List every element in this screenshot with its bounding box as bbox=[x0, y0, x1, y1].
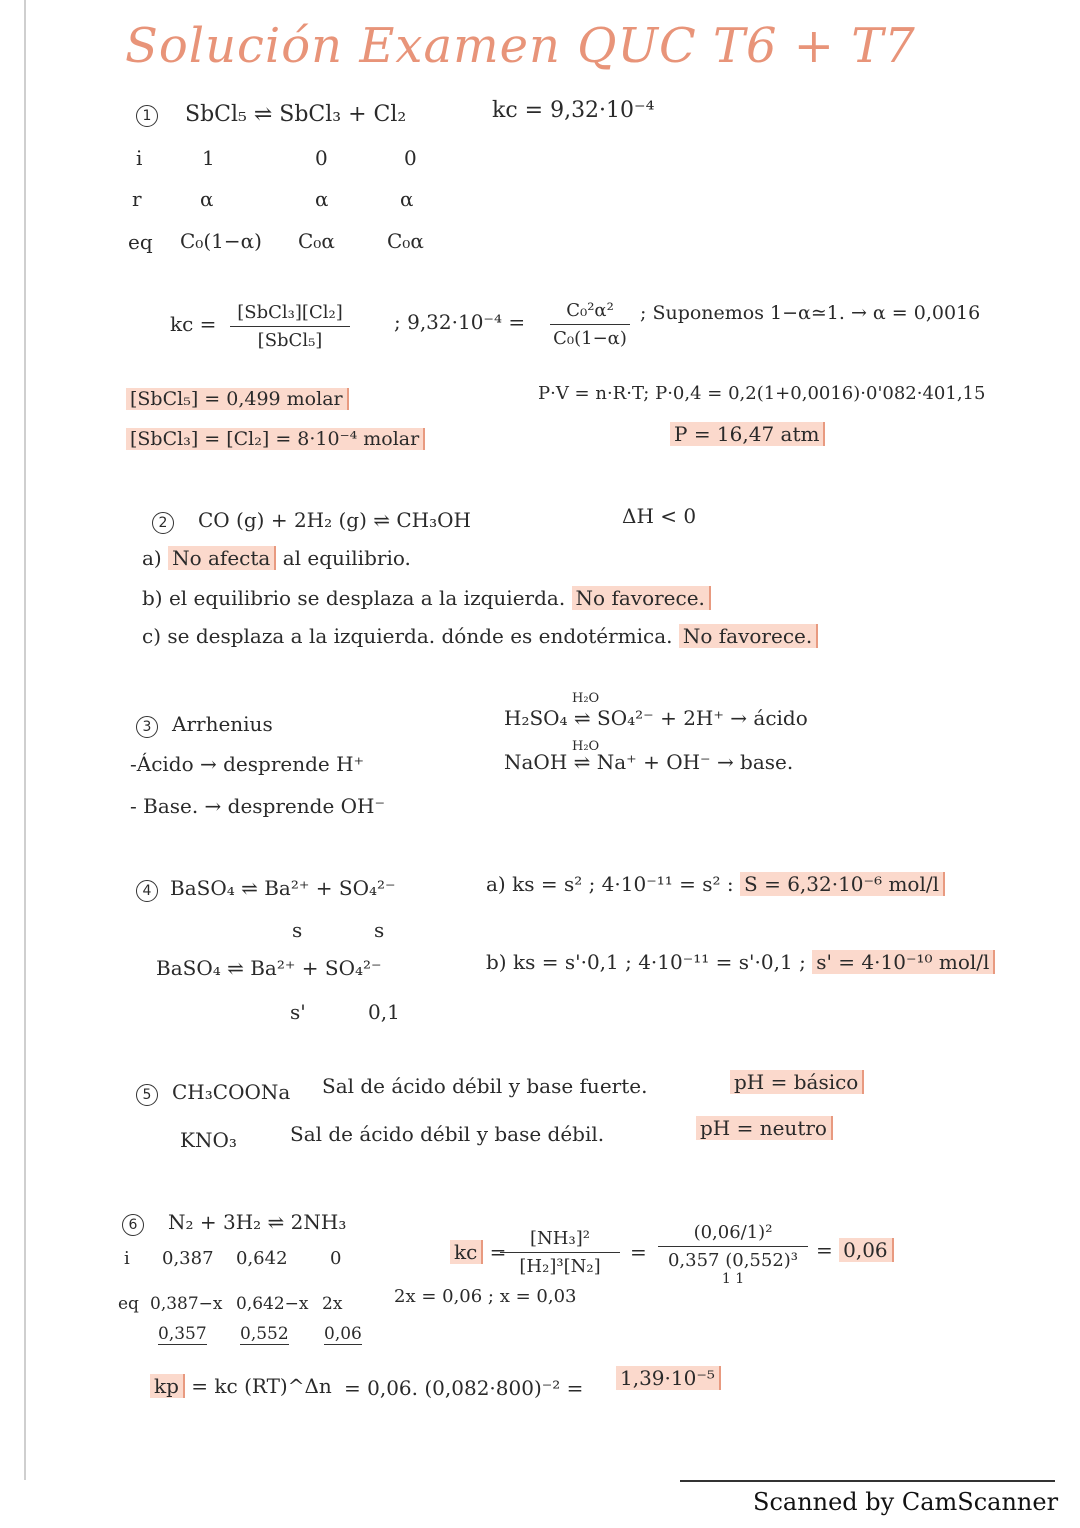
arrhenius-heading: Arrhenius bbox=[172, 712, 273, 736]
problem-2-reaction: CO (g) + 2H₂ (g) ⇌ CH₃OH bbox=[198, 508, 471, 532]
salt-1-description: Sal de ácido débil y base fuerte. bbox=[322, 1074, 648, 1098]
problem-2-b: b) el equilibrio se desplaza a la izquierda. No favorece. bbox=[142, 588, 711, 608]
solvent-label-2: H₂O bbox=[572, 739, 600, 754]
problem-3-number: 3 bbox=[136, 714, 158, 738]
base-definition: - Base. → desprende OH⁻ bbox=[130, 794, 386, 818]
p6-i-label: i bbox=[124, 1248, 130, 1269]
problem-1-kc-value: kc = 9,32·10⁻⁴ bbox=[492, 98, 655, 123]
p6-eq-label: eq bbox=[118, 1294, 139, 1314]
row-r-label: r bbox=[132, 187, 142, 211]
p6-kp-calculation: = 0,06. (0,082·800)⁻² = bbox=[344, 1376, 584, 1400]
problem-2-c: c) se desplaza a la izquierda. dónde es endotérmica. No favorece. bbox=[142, 626, 818, 646]
acid-definition: -Ácido → desprende H⁺ bbox=[130, 752, 365, 776]
pressure-result: P = 16,47 atm bbox=[670, 424, 825, 444]
footer-rule bbox=[680, 1480, 1055, 1482]
p6-numeric-denominator-sub: 1 1 bbox=[721, 1271, 745, 1287]
alpha-numerator: C₀²α² bbox=[566, 300, 614, 321]
row-eq-a: C₀(1−α) bbox=[180, 229, 262, 253]
row-r-c: α bbox=[400, 187, 414, 211]
result-sbcl5: [SbCl₅] = 0,499 molar bbox=[126, 390, 349, 409]
alpha-denominator: C₀(1−α) bbox=[553, 328, 627, 349]
salt-2-description: Sal de ácido débil y base débil. bbox=[290, 1122, 605, 1146]
p6-kc-numerator: [NH₃]² bbox=[530, 1228, 590, 1249]
problem-2-number: 2 bbox=[152, 510, 174, 534]
alpha-fraction bbox=[550, 300, 630, 349]
fraction-bar bbox=[550, 324, 630, 325]
scanner-watermark: Scanned by CamScanner bbox=[753, 1488, 1059, 1516]
solvent-label-1: H₂O bbox=[572, 691, 600, 706]
p6-x-solution: 2x = 0,06 ; x = 0,03 bbox=[394, 1286, 577, 1307]
result-sbcl3-cl2: [SbCl₃] = [Cl₂] = 8·10⁻⁴ molar bbox=[126, 430, 425, 449]
row-eq-label: eq bbox=[128, 230, 153, 254]
base-dissociation: NaOH ⇌ Na⁺ + OH⁻ → base. bbox=[504, 750, 794, 774]
salt-2: KNO₃ bbox=[180, 1128, 237, 1152]
problem-4-a: a) ks = s² ; 4·10⁻¹¹ = s² : S = 6,32·10⁻⁶ mol/l bbox=[486, 874, 945, 894]
salt-1: CH₃COONa bbox=[172, 1080, 291, 1104]
p6-eq-b: 0,642−x bbox=[236, 1294, 309, 1314]
p6-numeric-fraction bbox=[658, 1222, 808, 1287]
problem-1-reaction: SbCl₅ ⇌ SbCl₃ + Cl₂ bbox=[185, 102, 407, 127]
kc-equation: ; 9,32·10⁻⁴ = bbox=[394, 310, 526, 334]
row-r-a: α bbox=[200, 187, 214, 211]
ideal-gas-equation: P·V = n·R·T; P·0,4 = 0,2(1+0,0016)·0'082·401,15 bbox=[538, 383, 986, 404]
margin-line bbox=[24, 0, 26, 1480]
problem-6-number: 6 bbox=[122, 1212, 144, 1236]
acid-dissociation: H₂SO₄ ⇌ SO₄²⁻ + 2H⁺ → ácido bbox=[504, 706, 808, 730]
row-i-c: 0 bbox=[404, 146, 417, 170]
problem-4-equilibrium-1: BaSO₄ ⇌ Ba²⁺ + SO₄²⁻ bbox=[170, 876, 396, 900]
p6-value-b: 0,552 bbox=[240, 1324, 289, 1344]
p6-numeric-numerator: (0,06/1)² bbox=[693, 1222, 773, 1243]
p6-value-a: 0,357 bbox=[158, 1324, 207, 1344]
p6-kc-label: kc = bbox=[450, 1242, 506, 1262]
p6-kp-formula: kp = kc (RT)^Δn bbox=[150, 1376, 332, 1396]
p6-i-a: 0,387 bbox=[162, 1248, 214, 1269]
kc-numerator: [SbCl₃][Cl₂] bbox=[237, 302, 343, 323]
salt-1-ph: pH = básico bbox=[730, 1072, 864, 1092]
problem-4-equilibrium-2: BaSO₄ ⇌ Ba²⁺ + SO₄²⁻ bbox=[156, 956, 382, 980]
p6-kc-denominator: [H₂]³[N₂] bbox=[519, 1256, 601, 1277]
p6-eq-c: 2x bbox=[322, 1294, 343, 1314]
p6-kp-result: 1,39·10⁻⁵ bbox=[616, 1368, 721, 1388]
p6-eq-a: 0,387−x bbox=[150, 1294, 223, 1314]
p6-equals: = bbox=[630, 1240, 647, 1264]
fraction-bar bbox=[230, 326, 350, 327]
p6-i-c: 0 bbox=[330, 1248, 342, 1269]
problem-2-a: a) No afecta al equilibrio. bbox=[142, 546, 411, 570]
row-r-b: α bbox=[315, 187, 329, 211]
row-i-b: 0 bbox=[315, 146, 328, 170]
row-i-a: 1 bbox=[202, 146, 215, 170]
kc-fraction bbox=[230, 302, 350, 351]
row-eq-c: C₀α bbox=[387, 229, 424, 253]
p6-kc-fraction bbox=[500, 1228, 620, 1277]
p6-numeric-denominator: 0,357 (0,552)³ bbox=[667, 1250, 799, 1271]
p6-value-c: 0,06 bbox=[324, 1324, 362, 1344]
kc-denominator: [SbCl₅] bbox=[257, 330, 323, 351]
solubility-s2: s bbox=[374, 918, 385, 942]
fraction-bar bbox=[658, 1246, 808, 1247]
problem-4-number: 4 bbox=[136, 878, 158, 902]
p6-kc-result: = 0,06 bbox=[816, 1240, 894, 1260]
problem-5-number: 5 bbox=[136, 1082, 158, 1106]
problem-2-enthalpy: ΔH < 0 bbox=[622, 504, 697, 528]
p6-i-b: 0,642 bbox=[236, 1248, 288, 1269]
page-title: Solución Examen QUC T6 + T7 bbox=[125, 18, 916, 74]
problem-4-b: b) ks = s'·0,1 ; 4·10⁻¹¹ = s'·0,1 ; s' = 4·10⁻¹⁰ mol/l bbox=[486, 952, 995, 972]
kc-label: kc = bbox=[170, 312, 217, 336]
row-eq-b: C₀α bbox=[298, 229, 335, 253]
common-ion-concentration: 0,1 bbox=[368, 1000, 400, 1024]
solubility-s1: s bbox=[292, 918, 303, 942]
solubility-s-prime: s' bbox=[290, 1000, 306, 1024]
suppose-text: ; Suponemos 1−α≃1. → α = 0,0016 bbox=[640, 302, 981, 324]
salt-2-ph: pH = neutro bbox=[696, 1118, 833, 1138]
fraction-bar bbox=[500, 1252, 620, 1253]
row-i-label: i bbox=[136, 146, 143, 170]
problem-1-number: 1 bbox=[136, 103, 158, 127]
problem-6-reaction: N₂ + 3H₂ ⇌ 2NH₃ bbox=[168, 1210, 347, 1234]
